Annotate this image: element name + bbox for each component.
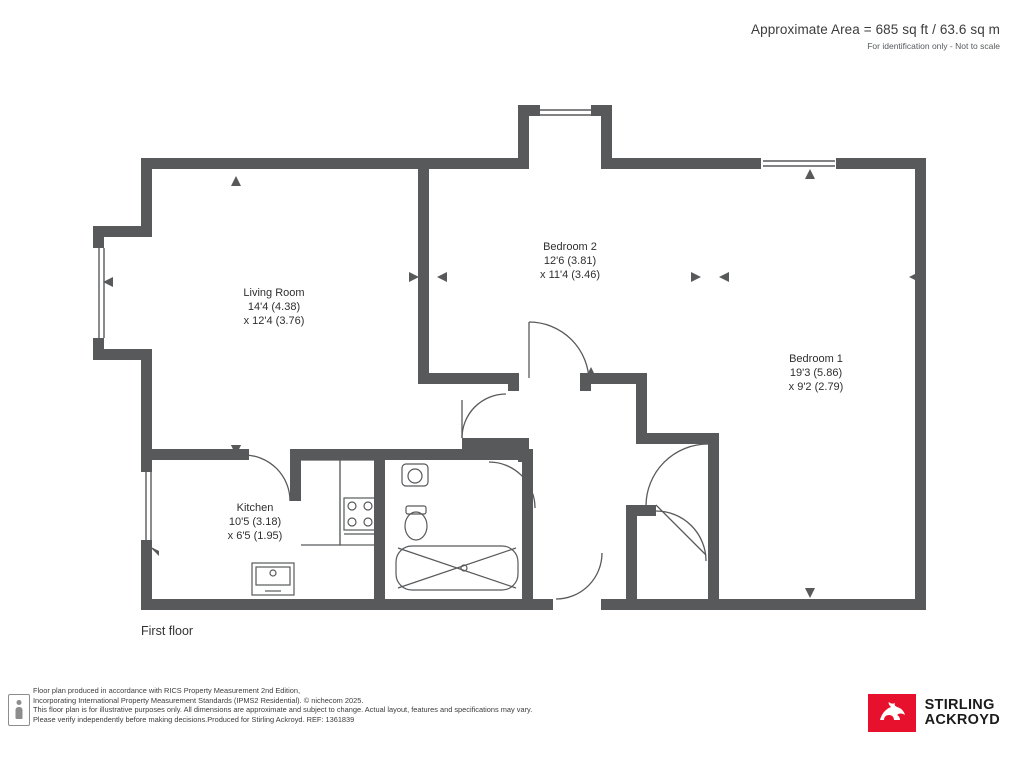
stirling-ackroyd-logo [868,694,1000,732]
room-label-kitchen [228,501,283,543]
disclaimer-line-3: This floor plan is for illustrative purposes only. All dimensions are approximate and subject to change. Actual layout, features and specifications may vary. [33,705,533,715]
identification-note: For identification only - Not to scale [867,41,1000,51]
dragon-icon [868,694,916,732]
disclaimer-line-1: Floor plan produced in accordance with RICS Property Measurement 2nd Edition, [33,686,301,695]
rics-icon-body [16,707,23,719]
room-label-bedroom-1 [789,352,844,394]
room-name: Living Room [243,287,305,299]
room-dimension-primary: 14'4 (4.38) [247,301,301,313]
room-dimension-primary: 12'6 (3.81) [543,255,597,267]
room-name: Kitchen [236,502,274,514]
room-label-living-room [243,286,304,328]
rics-icon-head [17,700,22,705]
room-dimension-secondary: x 11'4 (3.46) [540,269,600,281]
room-dimension-secondary: x 6'5 (1.95) [227,530,283,542]
floor-caption: First floor [141,624,194,638]
room-dimension-secondary: x 12'4 (3.76) [243,315,305,327]
logo-line-2: ACKROYD [924,712,1000,728]
disclaimer-line-4: Please verify independently before making decisions.Produced for Stirling Ackroyd. REF: 1361839 [33,714,355,724]
logo-line-1: STIRLING [924,697,995,713]
room-name: Bedroom 1 [789,353,843,365]
room-dimension-primary: 10'5 (3.18) [228,516,282,528]
room-label-bedroom-2 [540,240,600,282]
room-dimension-secondary: x 9'2 (2.79) [788,381,844,393]
windows-group [99,110,835,540]
approximate-area-text: Approximate Area = 685 sq ft / 63.6 sq m [750,22,1000,37]
disclaimer-text [33,686,673,724]
logo-text [916,694,1000,732]
room-dimension-primary: 19'3 (5.86) [789,367,843,379]
room-name: Bedroom 2 [543,241,597,253]
rics-person-icon [8,694,30,726]
disclaimer-line-2: Incorporating International Property Measurement Standards (IPMS2 Residential). © nichecom 2025. [33,695,364,705]
